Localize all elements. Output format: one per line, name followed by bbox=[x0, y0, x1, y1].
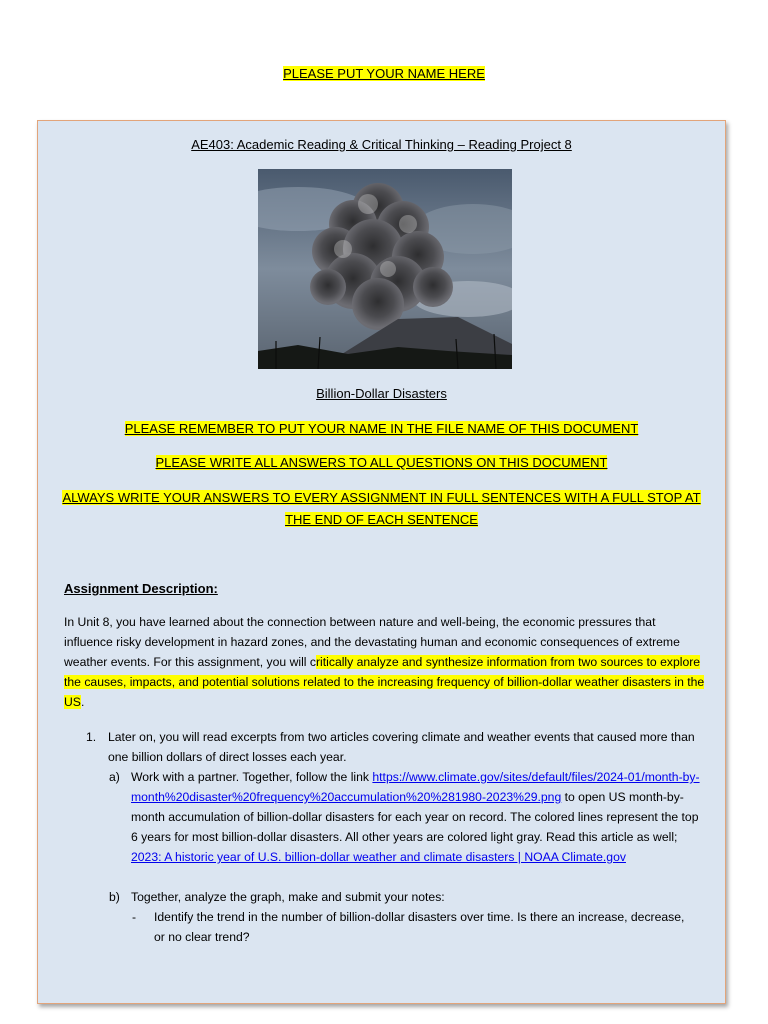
noaa-article-link[interactable]: 2023: A historic year of U.S. billion-dollar weather and climate disasters | NOAA Climate.gov bbox=[131, 850, 626, 864]
project-box bbox=[37, 120, 726, 1004]
reminder-sentences-part2: THE END OF EACH SENTENCE bbox=[285, 512, 478, 527]
course-title-line bbox=[38, 134, 725, 155]
subtitle: Billion-Dollar Disasters bbox=[316, 386, 447, 401]
bullet-item-text: Identify the trend in the number of billion-dollar disasters over time. Is there an increase, decrease, or no clear trend? bbox=[154, 910, 685, 944]
section-heading: Assignment Description: bbox=[64, 581, 218, 596]
course-title: AE403: Academic Reading & Critical Thinking – Reading Project 8 bbox=[191, 137, 572, 152]
name-prompt-line bbox=[0, 66, 768, 81]
subtitle-line bbox=[38, 383, 725, 404]
reminder-filename: PLEASE REMEMBER TO PUT YOUR NAME IN THE FILE NAME OF THIS DOCUMENT bbox=[124, 421, 639, 436]
reminder-3-line-1 bbox=[38, 487, 725, 508]
list-item-text: Later on, you will read excerpts from two articles covering climate and weather events that caused more than one billion dollars of direct losses each year. bbox=[108, 730, 695, 764]
dash-marker: - bbox=[132, 910, 137, 924]
reminder-3-line-2 bbox=[38, 509, 725, 530]
sub-item-b bbox=[109, 887, 706, 907]
reminder-sentences-part1: ALWAYS WRITE YOUR ANSWERS TO EVERY ASSIGNMENT IN FULL SENTENCES WITH A FULL STOP AT bbox=[62, 490, 701, 505]
reminder-2-line bbox=[38, 452, 725, 473]
list-marker: 1. bbox=[86, 730, 97, 744]
list-item-1 bbox=[86, 727, 704, 767]
list-marker: a) bbox=[109, 770, 120, 784]
reminder-answers: PLEASE WRITE ALL ANSWERS TO ALL QUESTIONS ON THIS DOCUMENT bbox=[155, 455, 608, 470]
bullet-item-trend bbox=[132, 907, 689, 947]
list-marker: b) bbox=[109, 890, 120, 904]
intro-highlight: ritically analyze and synthesize information from two sources to explore the causes, impacts, and potential solutions related to the increasing frequency of billion-dollar weather disasters in the US bbox=[64, 655, 705, 709]
sub-item-a-text: Work with a partner. Together, follow the link https://www.climate.gov/sites/default/files/2024-01/month-by-month%20disaster%20frequency%20accumulation%20%281980-2023%29.png to open US month-by-month accumulation of billion-dollar disasters for each year on record. The colored lines represent the top 6 years for most billion-dollar disasters. All other years are colored light gray. Read this article as well; 2023: A historic year of U.S. billion-dollar weather and climate disasters | NOAA Climate.gov bbox=[131, 770, 700, 864]
sub-item-a bbox=[109, 767, 706, 867]
reminder-1-line bbox=[38, 418, 725, 439]
intro-text: In Unit 8, you have learned about the connection between nature and well-being, the economic pressures that influence risky development in hazard zones, and the devastating human and economic consequences of extreme weather events. For this assignment, you will c bbox=[64, 615, 680, 669]
intro-end: . bbox=[80, 695, 85, 709]
name-prompt: PLEASE PUT YOUR NAME HERE bbox=[283, 66, 485, 81]
graph-link[interactable]: https://www.climate.gov/sites/default/files/2024-01/month-by-month%20disaster%20frequency%20accumulation%20%281980-2023%29.png bbox=[131, 770, 700, 804]
eruption-photo bbox=[258, 169, 512, 369]
intro-paragraph bbox=[64, 612, 706, 712]
sub-item-b-text: Together, analyze the graph, make and submit your notes: bbox=[131, 890, 445, 904]
